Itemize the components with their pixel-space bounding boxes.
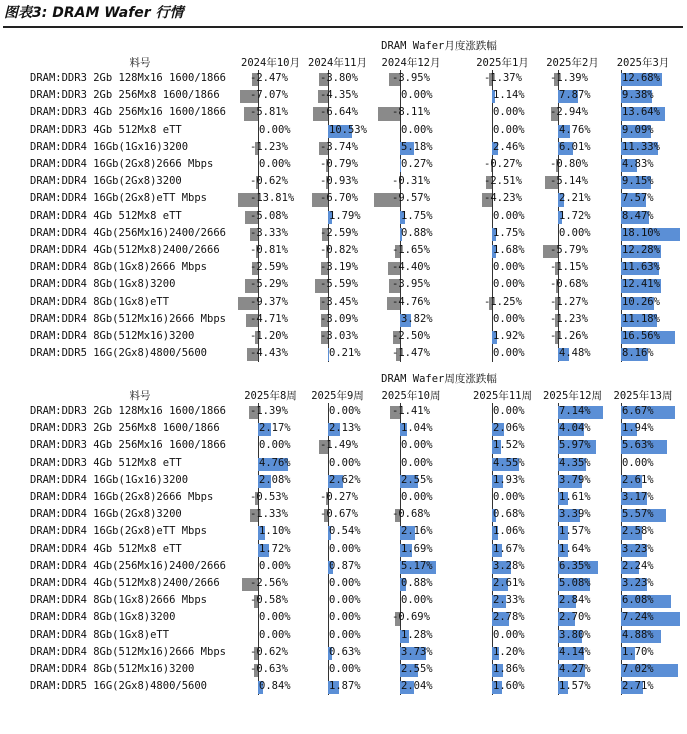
cell-value: 2.04% xyxy=(401,680,433,693)
cell-value: 6.67% xyxy=(622,405,654,417)
cell-value: -0.79% xyxy=(320,158,358,170)
cell-value: -2.56% xyxy=(250,577,288,589)
cell-value: 1.20% xyxy=(493,645,525,658)
cell-value: 1.67% xyxy=(493,542,525,555)
cell-value: -6.70% xyxy=(320,192,358,205)
cell-value: 2.61% xyxy=(622,473,654,486)
cell-value: -5.81% xyxy=(250,106,288,119)
cell-value: 2.78% xyxy=(493,611,525,624)
cell-value: -3.19% xyxy=(320,261,358,274)
cell-value: 0.00% xyxy=(493,491,525,503)
cell-value: 11.18% xyxy=(622,312,660,325)
cell-value: 0.00% xyxy=(493,106,525,119)
cell-value: -1.27% xyxy=(550,295,588,308)
row-label: DRAM:DDR4 16Gb(2Gx8)2666 Mbps xyxy=(30,158,214,170)
cell-value: 0.00% xyxy=(259,611,291,624)
row-label: DRAM:DDR3 4Gb 256Mx16 1600/1866 xyxy=(30,106,226,119)
row-label: DRAM:DDR3 4Gb 512Mx8 eTT xyxy=(30,456,182,469)
cell-value: -3.33% xyxy=(250,226,288,239)
row-label: DRAM:DDR4 8Gb(1Gx8)3200 xyxy=(30,278,176,291)
cell-value: 3.73% xyxy=(401,645,433,658)
cell-value: 1.14% xyxy=(493,89,525,102)
cell-value: -1.65% xyxy=(392,244,430,256)
cell-value: 2.21% xyxy=(559,192,591,205)
cell-value: 0.00% xyxy=(493,278,525,291)
cell-value: 5.08% xyxy=(559,577,591,589)
cell-value: 0.00% xyxy=(493,209,525,222)
cell-value: 2.58% xyxy=(622,525,654,538)
cell-value: 0.63% xyxy=(329,645,361,658)
cell-value: -0.68% xyxy=(392,508,430,521)
column-header: 2025年3月 xyxy=(616,57,670,69)
cell-value: -1.25% xyxy=(484,295,522,308)
cell-value: 9.38% xyxy=(622,89,654,102)
cell-value: 0.00% xyxy=(259,628,291,641)
cell-value: -3.74% xyxy=(320,140,358,153)
cell-value: 1.70% xyxy=(622,645,654,658)
cell-value: 2.71% xyxy=(622,680,654,693)
cell-value: -4.71% xyxy=(250,312,288,325)
cell-value: -0.62% xyxy=(250,645,288,658)
cell-value: 3.17% xyxy=(622,491,654,503)
row-label: DRAM:DDR4 16Gb(2Gx8)eTT Mbps xyxy=(30,192,208,205)
cell-value: 1.79% xyxy=(329,209,361,222)
cell-value: 8.47% xyxy=(622,209,654,222)
column-header: 2025年2月 xyxy=(546,57,599,69)
row-label: DRAM:DDR4 4Gb(512Mx8)2400/2666 xyxy=(30,577,220,589)
cell-value: -5.08% xyxy=(250,209,288,222)
cell-value: 1.92% xyxy=(493,330,525,342)
row-header: 料号 xyxy=(129,390,151,402)
cell-value: 2.17% xyxy=(259,422,291,435)
cell-value: -8.11% xyxy=(392,106,430,119)
cell-value: 2.55% xyxy=(401,473,433,486)
cell-value: 1.06% xyxy=(493,525,525,538)
cell-value: 3.23% xyxy=(622,577,654,589)
cell-value: -2.47% xyxy=(250,72,288,84)
cell-value: -1.15% xyxy=(550,261,588,274)
cell-value: 0.00% xyxy=(401,594,433,607)
row-label: DRAM:DDR4 8Gb(512Mx16)2666 Mbps xyxy=(30,312,226,325)
cell-value: 2.84% xyxy=(559,594,591,607)
cell-value: 12.28% xyxy=(622,244,660,256)
cell-value: -0.81% xyxy=(250,244,288,256)
row-header: 料号 xyxy=(129,57,151,69)
column-header: 2025年13周 xyxy=(613,390,673,402)
figure-title: 图表3: DRAM Wafer 行情 xyxy=(4,5,184,21)
cell-value: 1.86% xyxy=(493,663,525,675)
cell-value: 2.16% xyxy=(401,525,433,538)
cell-value: 1.69% xyxy=(401,542,433,555)
cell-value: 1.52% xyxy=(493,439,525,452)
cell-value: 2.46% xyxy=(493,140,525,153)
cell-value: -0.27% xyxy=(320,491,358,503)
cell-value: 3.80% xyxy=(559,628,591,641)
cell-value: 1.72% xyxy=(259,542,291,555)
row-label: DRAM:DDR4 8Gb(1Gx8)eTT xyxy=(30,628,170,641)
row-label: DRAM:DDR3 2Gb 256Mx8 1600/1866 xyxy=(30,89,220,102)
cell-value: -1.47% xyxy=(392,347,430,360)
cell-value: 1.61% xyxy=(559,491,591,503)
cell-value: 0.00% xyxy=(329,663,361,675)
cell-value: -13.81% xyxy=(250,192,295,205)
cell-value: 0.00% xyxy=(493,261,525,274)
row-label: DRAM:DDR3 4Gb 512Mx8 eTT xyxy=(30,123,182,136)
cell-value: 0.00% xyxy=(329,594,361,607)
cell-value: -0.93% xyxy=(320,175,358,188)
cell-value: -4.35% xyxy=(320,89,358,102)
cell-value: 4.55% xyxy=(493,456,525,469)
cell-value: -4.76% xyxy=(392,295,430,308)
column-header: 2025年8周 xyxy=(244,390,297,402)
cell-value: -1.49% xyxy=(320,439,358,452)
column-header: 2025年1月 xyxy=(476,57,529,69)
cell-value: -1.39% xyxy=(550,72,588,84)
cell-value: 3.39% xyxy=(559,508,591,521)
row-label: DRAM:DDR4 16Gb(2Gx8)eTT Mbps xyxy=(30,525,208,538)
cell-value: -1.39% xyxy=(250,405,288,417)
cell-value: 0.00% xyxy=(401,491,433,503)
cell-value: -5.14% xyxy=(550,175,588,188)
row-label: DRAM:DDR4 4Gb(512Mx8)2400/2666 xyxy=(30,244,220,256)
cell-value: -0.80% xyxy=(550,158,588,170)
cell-value: 5.63% xyxy=(622,439,654,452)
cell-value: 12.68% xyxy=(622,72,660,84)
row-label: DRAM:DDR4 4Gb 512Mx8 eTT xyxy=(30,209,182,222)
cell-value: 0.27% xyxy=(401,158,433,170)
row-label: DRAM:DDR4 4Gb(256Mx16)2400/2666 xyxy=(30,559,226,572)
cell-value: 1.57% xyxy=(559,680,591,693)
cell-value: 11.63% xyxy=(622,261,660,274)
cell-value: 0.00% xyxy=(259,559,291,572)
cell-value: -1.26% xyxy=(550,330,588,342)
row-label: DRAM:DDR3 2Gb 128Mx16 1600/1866 xyxy=(30,72,226,84)
cell-value: 0.00% xyxy=(329,456,361,469)
row-label: DRAM:DDR4 4Gb 512Mx8 eTT xyxy=(30,542,182,555)
cell-value: 2.70% xyxy=(559,611,591,624)
cell-value: 12.41% xyxy=(622,278,660,291)
cell-value: -9.57% xyxy=(392,192,430,205)
cell-value: -5.59% xyxy=(320,278,358,291)
cell-value: -0.69% xyxy=(392,611,430,624)
cell-value: 1.04% xyxy=(401,422,433,435)
cell-value: 1.60% xyxy=(493,680,525,693)
cell-value: 1.68% xyxy=(493,244,525,256)
cell-value: 0.00% xyxy=(401,456,433,469)
cell-value: -3.95% xyxy=(392,72,430,84)
cell-value: -0.67% xyxy=(320,508,358,521)
cell-value: 18.10% xyxy=(622,226,660,239)
cell-value: 2.08% xyxy=(259,473,291,486)
cell-value: 2.13% xyxy=(329,422,361,435)
cell-value: -2.94% xyxy=(550,106,588,119)
cell-value: 0.87% xyxy=(329,559,361,572)
section-title: DRAM Wafer周度涨跌幅 xyxy=(381,373,497,385)
cell-value: 16.56% xyxy=(622,330,660,342)
cell-value: 2.61% xyxy=(493,577,525,589)
cell-value: -4.23% xyxy=(484,192,522,205)
cell-value: -2.59% xyxy=(320,226,358,239)
cell-value: 4.14% xyxy=(559,645,591,658)
cell-value: 4.83% xyxy=(622,158,654,170)
cell-value: 0.00% xyxy=(259,439,291,452)
cell-value: 0.21% xyxy=(329,347,361,360)
cell-value: 1.57% xyxy=(559,525,591,538)
cell-value: 4.35% xyxy=(559,456,591,469)
row-label: DRAM:DDR4 8Gb(512Mx16)2666 Mbps xyxy=(30,645,226,658)
cell-value: 2.24% xyxy=(622,559,654,572)
column-header: 2024年11月 xyxy=(308,57,367,69)
cell-value: 5.17% xyxy=(401,559,433,572)
cell-value: 2.33% xyxy=(493,594,525,607)
row-label: DRAM:DDR4 4Gb(256Mx16)2400/2666 xyxy=(30,226,226,239)
cell-value: 5.18% xyxy=(401,140,433,153)
cell-value: 4.04% xyxy=(559,422,591,435)
cell-value: 0.00% xyxy=(329,542,361,555)
cell-value: 2.06% xyxy=(493,422,525,435)
cell-value: 3.82% xyxy=(401,312,433,325)
cell-value: 0.00% xyxy=(622,456,654,469)
cell-value: 7.14% xyxy=(559,405,591,417)
cell-value: 0.00% xyxy=(493,312,525,325)
cell-value: 6.08% xyxy=(622,594,654,607)
column-header: 2024年12月 xyxy=(381,57,441,69)
cell-value: 5.97% xyxy=(559,439,591,452)
cell-value: 1.75% xyxy=(401,209,433,222)
cell-value: 7.57% xyxy=(622,192,654,205)
row-label: DRAM:DDR4 8Gb(1Gx8)eTT xyxy=(30,295,170,308)
cell-value: 0.00% xyxy=(493,123,525,136)
cell-value: 2.55% xyxy=(401,663,433,675)
cell-value: 0.88% xyxy=(401,226,433,239)
cell-value: 1.94% xyxy=(622,422,654,435)
cell-value: 5.57% xyxy=(622,508,654,521)
row-label: DRAM:DDR3 4Gb 256Mx16 1600/1866 xyxy=(30,439,226,452)
cell-value: 4.76% xyxy=(259,456,291,469)
cell-value: -1.20% xyxy=(250,330,288,342)
section-title: DRAM Wafer月度涨跌幅 xyxy=(381,40,497,52)
row-label: DRAM:DDR4 16Gb(2Gx8)2666 Mbps xyxy=(30,491,214,503)
cell-value: 3.23% xyxy=(622,542,654,555)
cell-value: -3.45% xyxy=(320,295,358,308)
row-label: DRAM:DDR5 16G(2Gx8)4800/5600 xyxy=(30,680,208,693)
cell-value: -5.29% xyxy=(250,278,288,291)
cell-value: 9.09% xyxy=(622,123,654,136)
cell-value: -1.23% xyxy=(550,312,588,325)
row-label: DRAM:DDR4 8Gb(512Mx16)3200 xyxy=(30,330,195,342)
column-header: 2024年10月 xyxy=(241,57,300,69)
cell-value: -9.37% xyxy=(250,295,288,308)
cell-value: 7.24% xyxy=(622,611,654,624)
row-label: DRAM:DDR3 2Gb 128Mx16 1600/1866 xyxy=(30,405,226,417)
cell-value: -0.58% xyxy=(250,594,288,607)
cell-value: -0.82% xyxy=(320,244,358,256)
cell-value: -1.37% xyxy=(484,72,522,84)
row-label: DRAM:DDR4 8Gb(1Gx8)2666 Mbps xyxy=(30,594,208,607)
cell-value: 4.48% xyxy=(559,347,591,360)
cell-value: 0.00% xyxy=(559,226,591,239)
cell-value: 0.00% xyxy=(493,405,525,417)
cell-value: 8.16% xyxy=(622,347,654,360)
cell-value: 4.76% xyxy=(559,123,591,136)
cell-value: 6.01% xyxy=(559,140,591,153)
cell-value: -2.51% xyxy=(484,175,522,188)
cell-value: -7.07% xyxy=(250,89,288,102)
cell-value: 0.00% xyxy=(259,123,291,136)
cell-value: -0.53% xyxy=(250,491,288,503)
column-header: 2025年10周 xyxy=(381,390,441,402)
cell-value: 4.27% xyxy=(559,663,591,675)
cell-value: 3.79% xyxy=(559,473,591,486)
row-label: DRAM:DDR4 16Gb(1Gx16)3200 xyxy=(30,140,189,153)
row-label: DRAM:DDR3 2Gb 256Mx8 1600/1866 xyxy=(30,422,220,435)
cell-value: 0.54% xyxy=(329,525,361,538)
row-label: DRAM:DDR5 16G(2Gx8)4800/5600 xyxy=(30,347,208,360)
cell-value: -4.43% xyxy=(250,347,288,360)
cell-value: -0.62% xyxy=(250,175,288,188)
row-label: DRAM:DDR4 16Gb(2Gx8)3200 xyxy=(30,508,182,521)
cell-value: -2.50% xyxy=(392,330,430,342)
cell-value: 0.00% xyxy=(493,347,525,360)
cell-value: -1.41% xyxy=(392,405,430,417)
cell-value: 3.28% xyxy=(493,559,525,572)
cell-value: -6.64% xyxy=(320,106,358,119)
cell-value: 1.64% xyxy=(559,542,591,555)
row-label: DRAM:DDR4 8Gb(1Gx8)2666 Mbps xyxy=(30,261,208,274)
cell-value: 9.15% xyxy=(622,175,654,188)
column-header: 2025年12周 xyxy=(543,390,602,402)
cell-value: 1.75% xyxy=(493,226,525,239)
cell-value: 1.28% xyxy=(401,628,433,641)
cell-value: 0.00% xyxy=(401,123,433,136)
cell-value: 7.02% xyxy=(622,663,654,675)
cell-value: 2.62% xyxy=(329,473,361,486)
cell-value: 1.10% xyxy=(259,525,291,538)
cell-value: 0.00% xyxy=(401,89,433,102)
cell-value: 6.35% xyxy=(559,559,591,572)
cell-value: 10.53% xyxy=(329,123,367,136)
cell-value: -3.80% xyxy=(320,72,358,84)
cell-value: 10.26% xyxy=(622,295,660,308)
cell-value: 11.33% xyxy=(622,140,660,153)
row-label: DRAM:DDR4 16Gb(2Gx8)3200 xyxy=(30,175,182,188)
cell-value: -1.23% xyxy=(250,140,288,153)
cell-value: 0.88% xyxy=(401,577,433,589)
cell-value: -3.09% xyxy=(320,312,358,325)
row-label: DRAM:DDR4 16Gb(1Gx16)3200 xyxy=(30,473,189,486)
cell-value: -3.95% xyxy=(392,278,430,291)
cell-value: -4.40% xyxy=(392,261,430,274)
cell-value: -5.79% xyxy=(550,244,588,256)
column-header: 2025年11周 xyxy=(473,390,532,402)
cell-value: 0.68% xyxy=(493,508,525,521)
cell-value: -2.59% xyxy=(250,261,288,274)
cell-value: -0.31% xyxy=(392,175,430,188)
cell-value: 1.72% xyxy=(559,209,591,222)
cell-value: 0.84% xyxy=(259,680,291,693)
row-label: DRAM:DDR4 8Gb(512Mx16)3200 xyxy=(30,663,195,675)
cell-value: 0.00% xyxy=(329,611,361,624)
cell-value: -3.03% xyxy=(320,330,358,342)
cell-value: 0.00% xyxy=(329,405,361,417)
cell-value: 0.00% xyxy=(401,439,433,452)
cell-value: -1.33% xyxy=(250,508,288,521)
cell-value: -0.27% xyxy=(484,158,522,170)
cell-value: 0.00% xyxy=(329,628,361,641)
cell-value: 0.00% xyxy=(493,628,525,641)
cell-value: 0.00% xyxy=(329,577,361,589)
cell-value: 7.87% xyxy=(559,89,591,102)
cell-value: 1.93% xyxy=(493,473,525,486)
cell-value: 1.87% xyxy=(329,680,361,693)
column-header: 2025年9周 xyxy=(311,390,364,402)
row-label: DRAM:DDR4 8Gb(1Gx8)3200 xyxy=(30,611,176,624)
cell-value: 0.00% xyxy=(259,158,291,170)
cell-value: 13.64% xyxy=(622,106,660,119)
cell-value: -0.63% xyxy=(250,663,288,675)
cell-value: 4.88% xyxy=(622,628,654,641)
cell-value: -0.68% xyxy=(550,278,588,291)
